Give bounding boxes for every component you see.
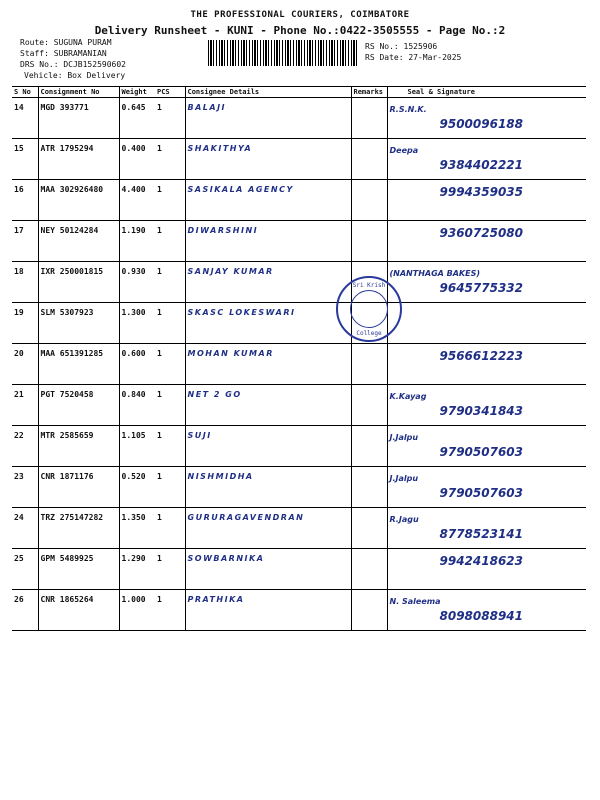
college-seal-stamp	[336, 276, 402, 342]
signature-phone: 9360725080	[439, 226, 523, 240]
row-weight: 0.645	[119, 98, 155, 139]
row-consignment-no: ATR 1795294	[38, 139, 119, 180]
row-consignee: NET 2 GO	[185, 385, 351, 426]
runsheet-title: Delivery Runsheet - KUNI - Phone No.:0422-3505555 - Page No.:2	[94, 24, 506, 37]
row-signature	[387, 508, 586, 549]
row-weight: 1.300	[119, 303, 155, 344]
signature-name: R.Jagu	[389, 515, 419, 524]
signature-name: J.Jalpu	[389, 474, 419, 483]
row-weight: 0.400	[119, 139, 155, 180]
row-pcs: 1	[155, 508, 185, 549]
row-remarks	[351, 549, 387, 590]
signature-phone: 9384402221	[439, 158, 523, 172]
runsheet-table	[12, 86, 586, 631]
row-consignment-no: GPM 5489925	[38, 549, 119, 590]
row-remarks	[351, 98, 387, 139]
signature-phone: 9500096188	[439, 117, 523, 131]
row-pcs: 1	[155, 344, 185, 385]
row-pcs: 1	[155, 549, 185, 590]
company-name: THE PROFESSIONAL COURIERS, COIMBATORE	[190, 10, 410, 20]
row-remarks	[351, 344, 387, 385]
runsheet-rows	[12, 98, 586, 631]
signature-phone: 8778523141	[439, 527, 523, 541]
row-sno: 15	[12, 139, 38, 180]
table-row	[12, 180, 586, 221]
row-signature	[387, 385, 586, 426]
col-header-consignment: Consignment No	[38, 87, 119, 98]
signature-name: N. Saleema	[389, 597, 441, 606]
row-pcs: 1	[155, 221, 185, 262]
row-pcs: 1	[155, 98, 185, 139]
row-sno: 17	[12, 221, 38, 262]
signature-phone: 9994359035	[439, 185, 523, 199]
drs-label: DRS No.: DCJB152590602	[20, 60, 126, 69]
row-consignment-no: MGD 393771	[38, 98, 119, 139]
row-sno: 21	[12, 385, 38, 426]
signature-name: Deepa	[389, 146, 419, 155]
row-remarks	[351, 467, 387, 508]
row-remarks	[351, 426, 387, 467]
row-consignment-no: SLM 5307923	[38, 303, 119, 344]
row-consignee: MOHAN KUMAR	[185, 344, 351, 385]
stamp-inner-ring	[350, 290, 388, 328]
stamp-bottom-text: College	[356, 330, 382, 337]
row-sno: 20	[12, 344, 38, 385]
col-header-sno: S No	[12, 87, 38, 98]
row-remarks	[351, 385, 387, 426]
table-row	[12, 262, 586, 303]
row-weight: 0.520	[119, 467, 155, 508]
signature-phone: 9942418623	[439, 554, 523, 568]
table-header-row	[12, 87, 586, 98]
col-header-signature: Seal & Signature	[387, 87, 586, 98]
row-consignment-no: MTR 2585659	[38, 426, 119, 467]
row-pcs: 1	[155, 467, 185, 508]
row-signature	[387, 262, 586, 303]
table-row	[12, 98, 586, 139]
row-signature	[387, 426, 586, 467]
row-consignment-no: CNR 1865264	[38, 590, 119, 631]
row-pcs: 1	[155, 590, 185, 631]
rs-number: RS No.: 1525906	[365, 42, 438, 51]
staff-label: Staff: SUBRAMANIAN	[20, 49, 107, 58]
row-weight: 4.400	[119, 180, 155, 221]
route-label: Route: SUGUNA PURAM	[20, 38, 112, 47]
row-pcs: 1	[155, 303, 185, 344]
row-sno: 22	[12, 426, 38, 467]
row-consignee: NISHMIDHA	[185, 467, 351, 508]
table-row	[12, 221, 586, 262]
row-weight: 1.190	[119, 221, 155, 262]
row-consignee: SASIKALA AGENCY	[185, 180, 351, 221]
row-remarks	[351, 508, 387, 549]
row-weight: 0.930	[119, 262, 155, 303]
row-consignment-no: MAA 651391285	[38, 344, 119, 385]
row-pcs: 1	[155, 426, 185, 467]
row-consignee: SKASC LOKESWARI	[185, 303, 351, 344]
table-row	[12, 549, 586, 590]
signature-phone: 9790341843	[439, 404, 523, 418]
table-row	[12, 426, 586, 467]
row-consignment-no: PGT 7520458	[38, 385, 119, 426]
col-header-consignee: Consignee Details	[185, 87, 351, 98]
col-header-remarks: Remarks	[351, 87, 387, 98]
row-consignee: PRATHIKA	[185, 590, 351, 631]
vehicle-label: Vehicle: Box Delivery	[24, 71, 126, 80]
row-weight: 1.000	[119, 590, 155, 631]
signature-name: J.Jalpu	[389, 433, 419, 442]
row-weight: 0.840	[119, 385, 155, 426]
row-signature	[387, 98, 586, 139]
row-consignee: GURURAGAVENDRAN	[185, 508, 351, 549]
row-pcs: 1	[155, 139, 185, 180]
table-row	[12, 385, 586, 426]
row-pcs: 1	[155, 180, 185, 221]
signature-phone: 9566612223	[439, 349, 523, 363]
row-pcs: 1	[155, 262, 185, 303]
row-sno: 23	[12, 467, 38, 508]
row-consignment-no: CNR 1871176	[38, 467, 119, 508]
row-signature	[387, 344, 586, 385]
row-consignee: SHAKITHYA	[185, 139, 351, 180]
row-weight: 1.290	[119, 549, 155, 590]
row-signature	[387, 303, 586, 344]
row-sno: 25	[12, 549, 38, 590]
row-consignee: DIWARSHINI	[185, 221, 351, 262]
row-sno: 18	[12, 262, 38, 303]
table-row	[12, 139, 586, 180]
row-weight: 1.350	[119, 508, 155, 549]
row-sno: 14	[12, 98, 38, 139]
row-consignee: SOWBARNIKA	[185, 549, 351, 590]
col-header-weight: Weight	[119, 87, 155, 98]
rs-date: RS Date: 27-Mar-2025	[365, 53, 462, 62]
signature-name: (NANTHAGA BAKES)	[389, 269, 480, 278]
row-consignment-no: NEY 50124284	[38, 221, 119, 262]
signature-name: K.Kayag	[389, 392, 427, 401]
row-consignee: SUJI	[185, 426, 351, 467]
row-signature	[387, 180, 586, 221]
row-sno: 24	[12, 508, 38, 549]
row-signature	[387, 467, 586, 508]
row-consignment-no: TRZ 275147282	[38, 508, 119, 549]
row-remarks	[351, 180, 387, 221]
row-weight: 0.600	[119, 344, 155, 385]
col-header-pcs: PCS	[155, 87, 185, 98]
row-consignment-no: MAA 302926480	[38, 180, 119, 221]
row-signature	[387, 221, 586, 262]
row-sno: 26	[12, 590, 38, 631]
signature-phone: 9645775332	[439, 281, 523, 295]
row-weight: 1.105	[119, 426, 155, 467]
row-signature	[387, 139, 586, 180]
row-signature	[387, 549, 586, 590]
row-sno: 16	[12, 180, 38, 221]
signature-phone: 9790507603	[439, 486, 523, 500]
row-remarks	[351, 221, 387, 262]
table-row	[12, 590, 586, 631]
table-row	[12, 344, 586, 385]
row-pcs: 1	[155, 385, 185, 426]
row-consignee: BALAJI	[185, 98, 351, 139]
table-row	[12, 508, 586, 549]
table-row	[12, 303, 586, 344]
row-consignee: SANJAY KUMAR	[185, 262, 351, 303]
signature-name: R.S.N.K.	[389, 105, 427, 114]
stamp-top-text: Sri Krish	[352, 282, 386, 289]
row-signature	[387, 590, 586, 631]
signature-phone: 9790507603	[439, 445, 523, 459]
row-remarks	[351, 590, 387, 631]
row-sno: 19	[12, 303, 38, 344]
runsheet-header	[0, 0, 600, 86]
signature-phone: 8098088941	[439, 609, 523, 623]
row-consignment-no: IXR 250001815	[38, 262, 119, 303]
barcode-image	[208, 40, 358, 66]
table-row	[12, 467, 586, 508]
row-remarks	[351, 139, 387, 180]
